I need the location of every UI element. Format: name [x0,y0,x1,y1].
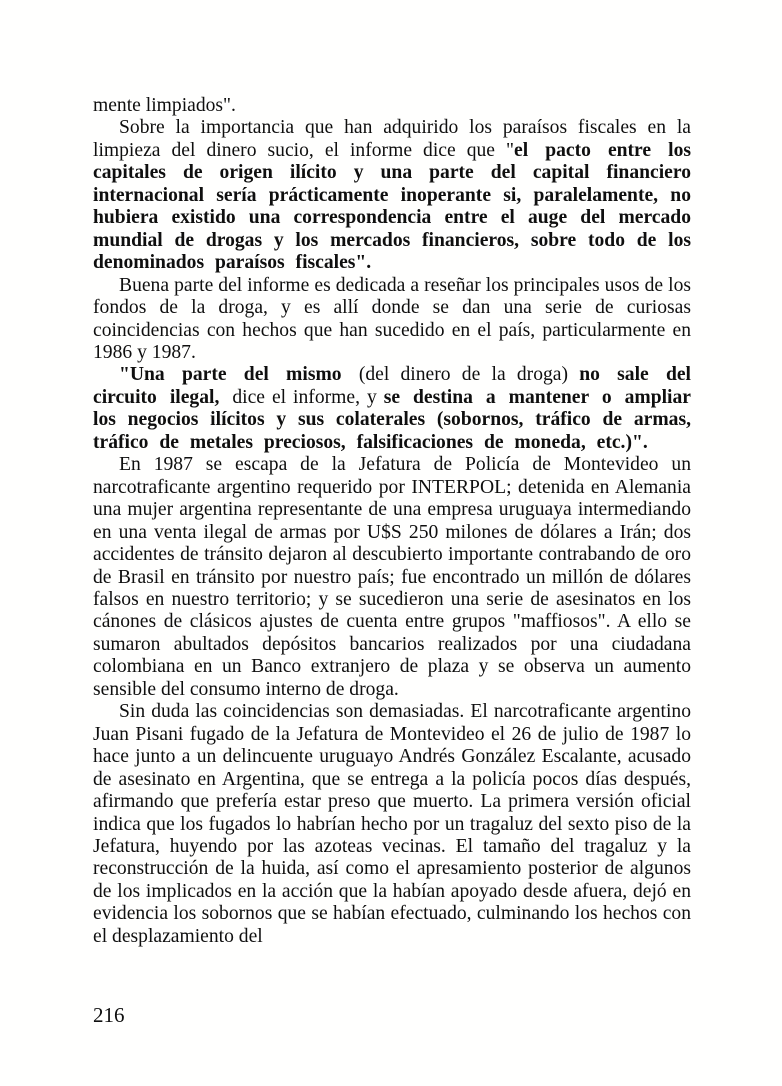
page-number: 216 [93,1003,125,1027]
text-segment: Buena parte del informe es dedicada a reseñar los principales usos de los fondos de la droga, y es allí donde se dan una serie de curiosas coincidencias con hechos que han sucedido en el país, particularmente en 1986 y 1987. [93,274,691,363]
paragraph [93,117,691,274]
paragraph [93,364,691,454]
paragraph [93,95,691,117]
text-segment: En 1987 se escapa de la Jefatura de Policía de Montevideo un narcotraficante argentino requerido por INTERPOL; detenida en Alemania una mujer argentina representante de una empresa uruguaya intermediando en una venta ilegal de armas por U$S 250 milones de dólares a Irán; dos accidentes de tránsito dejaron al descubierto importante contrabando de oro de Brasil en tránsito por nuestro país; fue encontrado un millón de dólares falsos en nuestro territorio; y se sucedieron una serie de asesinatos en los cánones de clásicos ajustes de cuenta entre grupos "maffiosos". A ello se sumaron abultados depósitos bancarios realizados por una ciudadana colombiana en un Banco extranjero de plaza y se observa un aumento sensible del consumo interno de droga. [93,454,691,700]
bold-text-segment: no sale del circuito ilegal, [93,364,692,408]
text-segment: dice el informe, y [232,386,384,408]
paragraph [93,454,691,701]
text-segment: Sin duda las coincidencias son demasiadas. El narcotraficante argentino Juan Pisani fugado de la Jefatura de Montevideo el 26 de julio de 1987 lo hace junto a un delincuente uruguayo Andrés González Escalante, acusado de asesinato en Argentina, que se entrega a la policía pocos días después, afirmando que prefería estar preso que muerto. La primera versión oficial indica que los fugados lo habrían hecho por un tragaluz del sexto piso de la Jefatura, huyendo por las azoteas vecinas. El tamaño del tragaluz y la reconstrucción de la huida, así como el apresamiento posterior de algunos de los implicados en la acción que la habían apoyado desde afuera, dejó en evidencia los sobornos que se habían efectuado, culminando los hechos con el desplazamiento del [93,701,691,947]
paragraph [93,701,691,948]
bold-text-segment: se destina a mantener o ampliar los negocios ilícitos y sus colaterales (sobornos, tráfico de armas, tráfico de metales preciosos, falsificaciones de moneda, etc.)". [93,386,691,453]
bold-text-segment: "Una parte del mismo [119,364,359,386]
paragraph [93,275,691,365]
text-segment: mente limpiados". [93,95,236,116]
text-segment: Sobre la importancia que han adquirido los paraísos fiscales en la limpieza del dinero sucio, el informe dice que " [93,117,691,161]
bold-text-segment: el pacto entre los capitales de origen ilícito y una parte del capital financiero internacional sería prácticamente inoperante si, paralelamente, no hubiera existido una correspondencia entre el auge del mercado mundial de drogas y los mercados financieros, sobre todo de los denominados paraísos fiscales". [93,139,691,274]
text-segment: (del dinero de la droga) [358,364,580,386]
body-text [93,95,691,948]
